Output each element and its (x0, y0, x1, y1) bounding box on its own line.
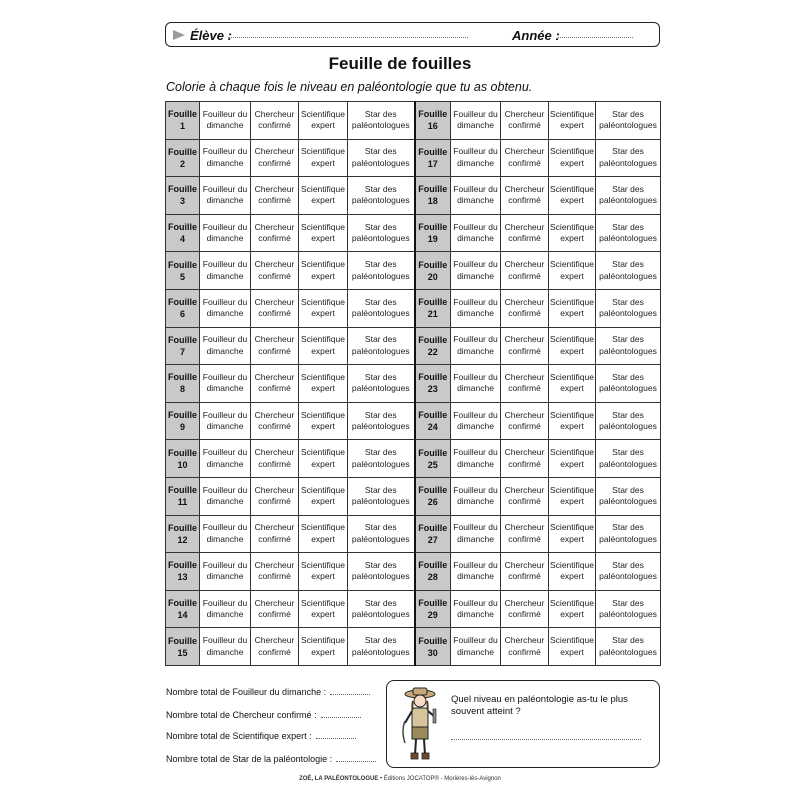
level-cell[interactable]: Fouilleur du dimanche (200, 553, 251, 591)
fouille-number-cell (415, 214, 451, 252)
table-row (166, 590, 661, 628)
level-cell[interactable]: Scientifique expert (299, 139, 348, 177)
level-cell[interactable]: Chercheur confirmé (501, 365, 549, 403)
level-cell[interactable]: Chercheur confirmé (501, 440, 549, 478)
fouille-label: Fouille (168, 597, 197, 608)
fouille-number: 16 (427, 121, 438, 132)
fouille-number-cell (166, 553, 200, 591)
level-cell[interactable]: Scientifique expert (549, 177, 596, 215)
level-cell[interactable]: Star des paléontologues (596, 177, 661, 215)
level-cell[interactable]: Chercheur confirmé (501, 139, 549, 177)
level-cell[interactable]: Fouilleur du dimanche (451, 365, 501, 403)
fouille-label: Fouille (168, 334, 197, 345)
fouille-label: Fouille (168, 447, 197, 458)
level-cell[interactable]: Chercheur confirmé (501, 327, 549, 365)
fouille-number-cell (166, 477, 200, 515)
level-cell[interactable]: Scientifique expert (549, 365, 596, 403)
fouille-number: 23 (427, 384, 438, 395)
level-cell[interactable]: Fouilleur du dimanche (200, 214, 251, 252)
total-fouilleur-field[interactable] (330, 694, 370, 695)
level-cell[interactable]: Fouilleur du dimanche (451, 402, 501, 440)
level-cell[interactable]: Scientifique expert (299, 177, 348, 215)
level-cell[interactable]: Chercheur confirmé (501, 628, 549, 666)
fouille-number: 27 (427, 534, 438, 545)
fouille-label: Fouille (168, 635, 197, 646)
level-cell[interactable]: Chercheur confirmé (251, 102, 299, 140)
table-row (166, 553, 661, 591)
table-row (166, 139, 661, 177)
fouille-number-cell (166, 214, 200, 252)
fouille-label: Fouille (418, 184, 448, 195)
fouille-number-cell (415, 327, 451, 365)
level-cell[interactable]: Star des paléontologues (596, 590, 661, 628)
level-cell[interactable]: Scientifique expert (299, 365, 348, 403)
table-row (166, 177, 661, 215)
fouille-number: 24 (427, 422, 438, 433)
level-cell[interactable]: Chercheur confirmé (251, 628, 299, 666)
fouille-number-cell (415, 628, 451, 666)
fouille-label: Fouille (418, 447, 448, 458)
table-row (166, 289, 661, 327)
level-cell[interactable]: Chercheur confirmé (251, 252, 299, 290)
fouille-label: Fouille (168, 297, 197, 308)
fouille-label: Fouille (418, 221, 448, 232)
total-fouilleur (166, 687, 370, 697)
eleve-field[interactable] (228, 37, 468, 38)
level-cell[interactable]: Chercheur confirmé (251, 289, 299, 327)
fouille-number-cell (415, 553, 451, 591)
fouille-number-cell (415, 515, 451, 553)
level-cell[interactable]: Scientifique expert (549, 477, 596, 515)
fouille-label: Fouille (168, 221, 197, 232)
fouille-number-cell (166, 139, 200, 177)
table-row (166, 477, 661, 515)
fouille-number: 19 (427, 234, 438, 245)
level-cell[interactable]: Star des paléontologues (348, 289, 415, 327)
fouille-number: 30 (427, 647, 438, 658)
fouille-label: Fouille (418, 259, 448, 270)
table-row (166, 102, 661, 140)
level-cell[interactable]: Star des paléontologues (596, 214, 661, 252)
table-row (166, 402, 661, 440)
level-cell[interactable]: Scientifique expert (299, 214, 348, 252)
level-cell[interactable]: Star des paléontologues (596, 102, 661, 140)
level-cell[interactable]: Fouilleur du dimanche (451, 214, 501, 252)
level-cell[interactable]: Star des paléontologues (348, 477, 415, 515)
level-cell[interactable]: Fouilleur du dimanche (451, 327, 501, 365)
fouille-label: Fouille (418, 485, 448, 496)
fouille-number: 22 (427, 346, 438, 357)
level-cell[interactable]: Scientifique expert (549, 402, 596, 440)
fouille-number: 25 (427, 459, 438, 470)
fouille-label: Fouille (168, 109, 197, 120)
level-cell[interactable]: Chercheur confirmé (251, 590, 299, 628)
fouille-number-cell (166, 402, 200, 440)
fouille-label: Fouille (168, 560, 197, 571)
level-cell[interactable]: Star des paléontologues (348, 365, 415, 403)
student-info-box (165, 22, 660, 47)
level-cell[interactable]: Chercheur confirmé (501, 590, 549, 628)
level-cell[interactable]: Chercheur confirmé (251, 402, 299, 440)
table-row (166, 327, 661, 365)
level-cell[interactable]: Chercheur confirmé (251, 139, 299, 177)
fouille-number-cell (415, 477, 451, 515)
level-cell[interactable]: Chercheur confirmé (501, 177, 549, 215)
fouille-number: 29 (427, 610, 438, 621)
fouille-number: 15 (177, 647, 188, 658)
fouille-number: 12 (177, 534, 188, 545)
paleontologist-character-icon (397, 685, 443, 765)
level-cell[interactable]: Chercheur confirmé (251, 214, 299, 252)
level-cell[interactable]: Scientifique expert (549, 553, 596, 591)
level-cell[interactable]: Fouilleur du dimanche (451, 102, 501, 140)
level-cell[interactable]: Star des paléontologues (596, 440, 661, 478)
fouille-number: 7 (179, 346, 185, 357)
fouille-number: 3 (179, 196, 185, 207)
fouille-number-cell (415, 139, 451, 177)
table-row (166, 628, 661, 666)
fouille-number: 4 (179, 234, 185, 245)
fouille-number-cell (166, 327, 200, 365)
level-cell[interactable]: Star des paléontologues (348, 628, 415, 666)
fouille-label: Fouille (418, 109, 448, 120)
fouille-number: 14 (177, 610, 188, 621)
level-cell[interactable]: Scientifique expert (549, 289, 596, 327)
level-cell[interactable]: Star des paléontologues (596, 139, 661, 177)
fouille-label: Fouille (168, 372, 197, 383)
fouille-number-cell (415, 402, 451, 440)
fouille-number: 11 (177, 497, 188, 508)
level-cell[interactable]: Scientifique expert (549, 252, 596, 290)
level-cell[interactable]: Fouilleur du dimanche (200, 590, 251, 628)
level-cell[interactable]: Fouilleur du dimanche (451, 515, 501, 553)
level-cell[interactable]: Fouilleur du dimanche (200, 177, 251, 215)
level-cell[interactable]: Chercheur confirmé (501, 252, 549, 290)
level-cell[interactable]: Chercheur confirmé (501, 402, 549, 440)
total-star (166, 754, 376, 764)
total-scientifique-field[interactable] (316, 738, 356, 739)
fouille-number-cell (415, 440, 451, 478)
level-cell[interactable]: Star des paléontologues (348, 440, 415, 478)
level-cell[interactable]: Star des paléontologues (348, 590, 415, 628)
level-cell[interactable]: Scientifique expert (299, 553, 348, 591)
fouille-number-cell (415, 102, 451, 140)
level-cell[interactable]: Scientifique expert (299, 102, 348, 140)
fouille-label: Fouille (418, 334, 448, 345)
annee-label: Année : (512, 28, 560, 43)
level-cell[interactable]: Scientifique expert (549, 214, 596, 252)
level-cell[interactable]: Chercheur confirmé (501, 214, 549, 252)
level-cell[interactable]: Fouilleur du dimanche (200, 289, 251, 327)
answer-field[interactable] (451, 739, 641, 740)
total-star-label: Nombre total de Star de la paléontologie : (166, 754, 333, 764)
level-cell[interactable]: Fouilleur du dimanche (451, 590, 501, 628)
level-cell[interactable]: Scientifique expert (299, 628, 348, 666)
level-cell[interactable]: Star des paléontologues (596, 327, 661, 365)
fouille-number-cell (166, 440, 200, 478)
level-cell[interactable]: Chercheur confirmé (501, 289, 549, 327)
fouille-label: Fouille (168, 259, 197, 270)
level-cell[interactable]: Chercheur confirmé (251, 365, 299, 403)
level-cell[interactable]: Scientifique expert (299, 440, 348, 478)
fouille-number-cell (415, 177, 451, 215)
table-row (166, 214, 661, 252)
level-cell[interactable]: Fouilleur du dimanche (451, 177, 501, 215)
level-cell[interactable]: Star des paléontologues (596, 289, 661, 327)
total-chercheur-label: Nombre total de Chercheur confirmé : (166, 710, 317, 720)
level-cell[interactable]: Star des paléontologues (596, 252, 661, 290)
level-cell[interactable]: Scientifique expert (549, 327, 596, 365)
total-scientifique (166, 731, 356, 741)
eleve-label: Élève : (190, 28, 232, 43)
fouille-number: 18 (427, 196, 438, 207)
fouille-number-cell (166, 289, 200, 327)
level-cell[interactable]: Chercheur confirmé (501, 553, 549, 591)
fouille-number: 20 (427, 271, 438, 282)
table-row (166, 365, 661, 403)
level-cell[interactable]: Chercheur confirmé (251, 477, 299, 515)
fouille-number-cell (166, 365, 200, 403)
fouille-number: 6 (179, 309, 185, 320)
fouille-label: Fouille (418, 409, 448, 420)
level-cell[interactable]: Scientifique expert (549, 628, 596, 666)
fouille-label: Fouille (168, 146, 197, 157)
annee-field[interactable] (558, 37, 633, 38)
level-cell[interactable]: Chercheur confirmé (501, 515, 549, 553)
total-chercheur (166, 710, 361, 720)
level-cell[interactable]: Fouilleur du dimanche (451, 477, 501, 515)
level-cell[interactable]: Star des paléontologues (348, 327, 415, 365)
level-cell[interactable]: Star des paléontologues (348, 139, 415, 177)
level-cell[interactable]: Star des paléontologues (596, 515, 661, 553)
question-box (386, 680, 660, 768)
fouille-number: 9 (179, 422, 185, 433)
level-cell[interactable]: Star des paléontologues (596, 365, 661, 403)
level-cell[interactable]: Fouilleur du dimanche (200, 252, 251, 290)
level-cell[interactable]: Star des paléontologues (348, 402, 415, 440)
fouille-label: Fouille (168, 184, 197, 195)
level-cell[interactable]: Fouilleur du dimanche (451, 553, 501, 591)
level-cell[interactable]: Fouilleur du dimanche (200, 102, 251, 140)
level-cell[interactable]: Fouilleur du dimanche (200, 327, 251, 365)
level-cell[interactable]: Chercheur confirmé (251, 515, 299, 553)
table-row (166, 252, 661, 290)
level-cell[interactable]: Fouilleur du dimanche (451, 252, 501, 290)
level-cell[interactable]: Chercheur confirmé (251, 440, 299, 478)
level-cell[interactable]: Fouilleur du dimanche (451, 628, 501, 666)
fouille-number-cell (166, 590, 200, 628)
level-cell[interactable]: Scientifique expert (549, 102, 596, 140)
level-cell[interactable]: Chercheur confirmé (501, 102, 549, 140)
question-text: Quel niveau en paléontologie as-tu le plus souvent atteint ? (451, 694, 628, 717)
fouille-number-cell (415, 365, 451, 403)
level-cell[interactable]: Fouilleur du dimanche (200, 440, 251, 478)
fouille-number-cell (166, 177, 200, 215)
level-cell[interactable]: Fouilleur du dimanche (200, 365, 251, 403)
level-cell[interactable]: Scientifique expert (549, 139, 596, 177)
fouille-label: Fouille (168, 485, 197, 496)
level-cell[interactable]: Star des paléontologues (596, 477, 661, 515)
fouille-number: 26 (427, 497, 438, 508)
total-scientifique-label: Nombre total de Scientifique expert : (166, 731, 312, 741)
level-cell[interactable]: Scientifique expert (299, 327, 348, 365)
fouille-number-cell (166, 515, 200, 553)
fouille-number: 2 (179, 158, 185, 169)
level-cell[interactable]: Chercheur confirmé (501, 477, 549, 515)
level-cell[interactable]: Chercheur confirmé (251, 177, 299, 215)
level-cell[interactable]: Scientifique expert (549, 515, 596, 553)
level-cell[interactable]: Star des paléontologues (348, 214, 415, 252)
fouille-number: 8 (179, 384, 185, 395)
fouille-number: 28 (427, 572, 438, 583)
level-cell[interactable]: Star des paléontologues (596, 628, 661, 666)
fouille-number-cell (415, 252, 451, 290)
level-cell[interactable]: Scientifique expert (299, 402, 348, 440)
fouille-number-cell (166, 252, 200, 290)
level-cell[interactable]: Scientifique expert (299, 289, 348, 327)
fouille-number: 1 (179, 121, 185, 132)
fouille-number: 10 (177, 459, 188, 470)
level-cell[interactable]: Fouilleur du dimanche (451, 139, 501, 177)
dig-table (165, 101, 661, 666)
total-star-field[interactable] (336, 761, 376, 762)
level-cell[interactable]: Chercheur confirmé (251, 327, 299, 365)
fouille-number: 13 (177, 572, 188, 583)
page-title: Feuille de fouilles (328, 54, 472, 73)
level-cell[interactable]: Scientifique expert (299, 477, 348, 515)
fouille-number-cell (415, 590, 451, 628)
fouille-label: Fouille (418, 372, 448, 383)
level-cell[interactable]: Star des paléontologues (596, 553, 661, 591)
level-cell[interactable]: Scientifique expert (299, 252, 348, 290)
level-cell[interactable]: Star des paléontologues (348, 515, 415, 553)
total-fouilleur-label: Nombre total de Fouilleur du dimanche : (166, 687, 327, 697)
total-chercheur-field[interactable] (321, 717, 361, 718)
footer (0, 776, 800, 782)
instructions: Colorie à chaque fois le niveau en paléontologie que tu as obtenu. (166, 80, 533, 94)
fouille-number: 5 (179, 271, 185, 282)
fouille-number-cell (166, 102, 200, 140)
level-cell[interactable]: Fouilleur du dimanche (200, 477, 251, 515)
level-cell[interactable]: Fouilleur du dimanche (451, 289, 501, 327)
table-row (166, 515, 661, 553)
level-cell[interactable]: Star des paléontologues (348, 102, 415, 140)
level-cell[interactable]: Star des paléontologues (348, 177, 415, 215)
fouille-number: 21 (427, 309, 438, 320)
fouille-label: Fouille (418, 522, 448, 533)
level-cell[interactable]: Scientifique expert (549, 590, 596, 628)
fouille-label: Fouille (418, 597, 448, 608)
fouille-label: Fouille (418, 297, 448, 308)
level-cell[interactable]: Fouilleur du dimanche (200, 628, 251, 666)
arrow-icon (173, 30, 185, 40)
fouille-number-cell (415, 289, 451, 327)
level-cell[interactable]: Fouilleur du dimanche (200, 515, 251, 553)
level-cell[interactable]: Star des paléontologues (596, 402, 661, 440)
table-row (166, 440, 661, 478)
fouille-label: Fouille (168, 522, 197, 533)
fouille-label: Fouille (418, 635, 448, 646)
level-cell[interactable]: Chercheur confirmé (251, 553, 299, 591)
level-cell[interactable]: Fouilleur du dimanche (200, 402, 251, 440)
fouille-label: Fouille (418, 560, 448, 571)
level-cell[interactable]: Scientifique expert (299, 515, 348, 553)
fouille-number-cell (166, 628, 200, 666)
fouille-label: Fouille (168, 409, 197, 420)
footer-publisher: • Éditions JOCATOP® - Morières-lès-Avignon (378, 776, 501, 782)
level-cell[interactable]: Fouilleur du dimanche (451, 440, 501, 478)
level-cell[interactable]: Star des paléontologues (348, 252, 415, 290)
footer-book: ZOÉ, LA PALÉONTOLOGUE (299, 776, 379, 782)
level-cell[interactable]: Scientifique expert (549, 440, 596, 478)
fouille-label: Fouille (418, 146, 448, 157)
fouille-number: 17 (427, 158, 438, 169)
level-cell[interactable]: Fouilleur du dimanche (200, 139, 251, 177)
level-cell[interactable]: Star des paléontologues (348, 553, 415, 591)
level-cell[interactable]: Scientifique expert (299, 590, 348, 628)
